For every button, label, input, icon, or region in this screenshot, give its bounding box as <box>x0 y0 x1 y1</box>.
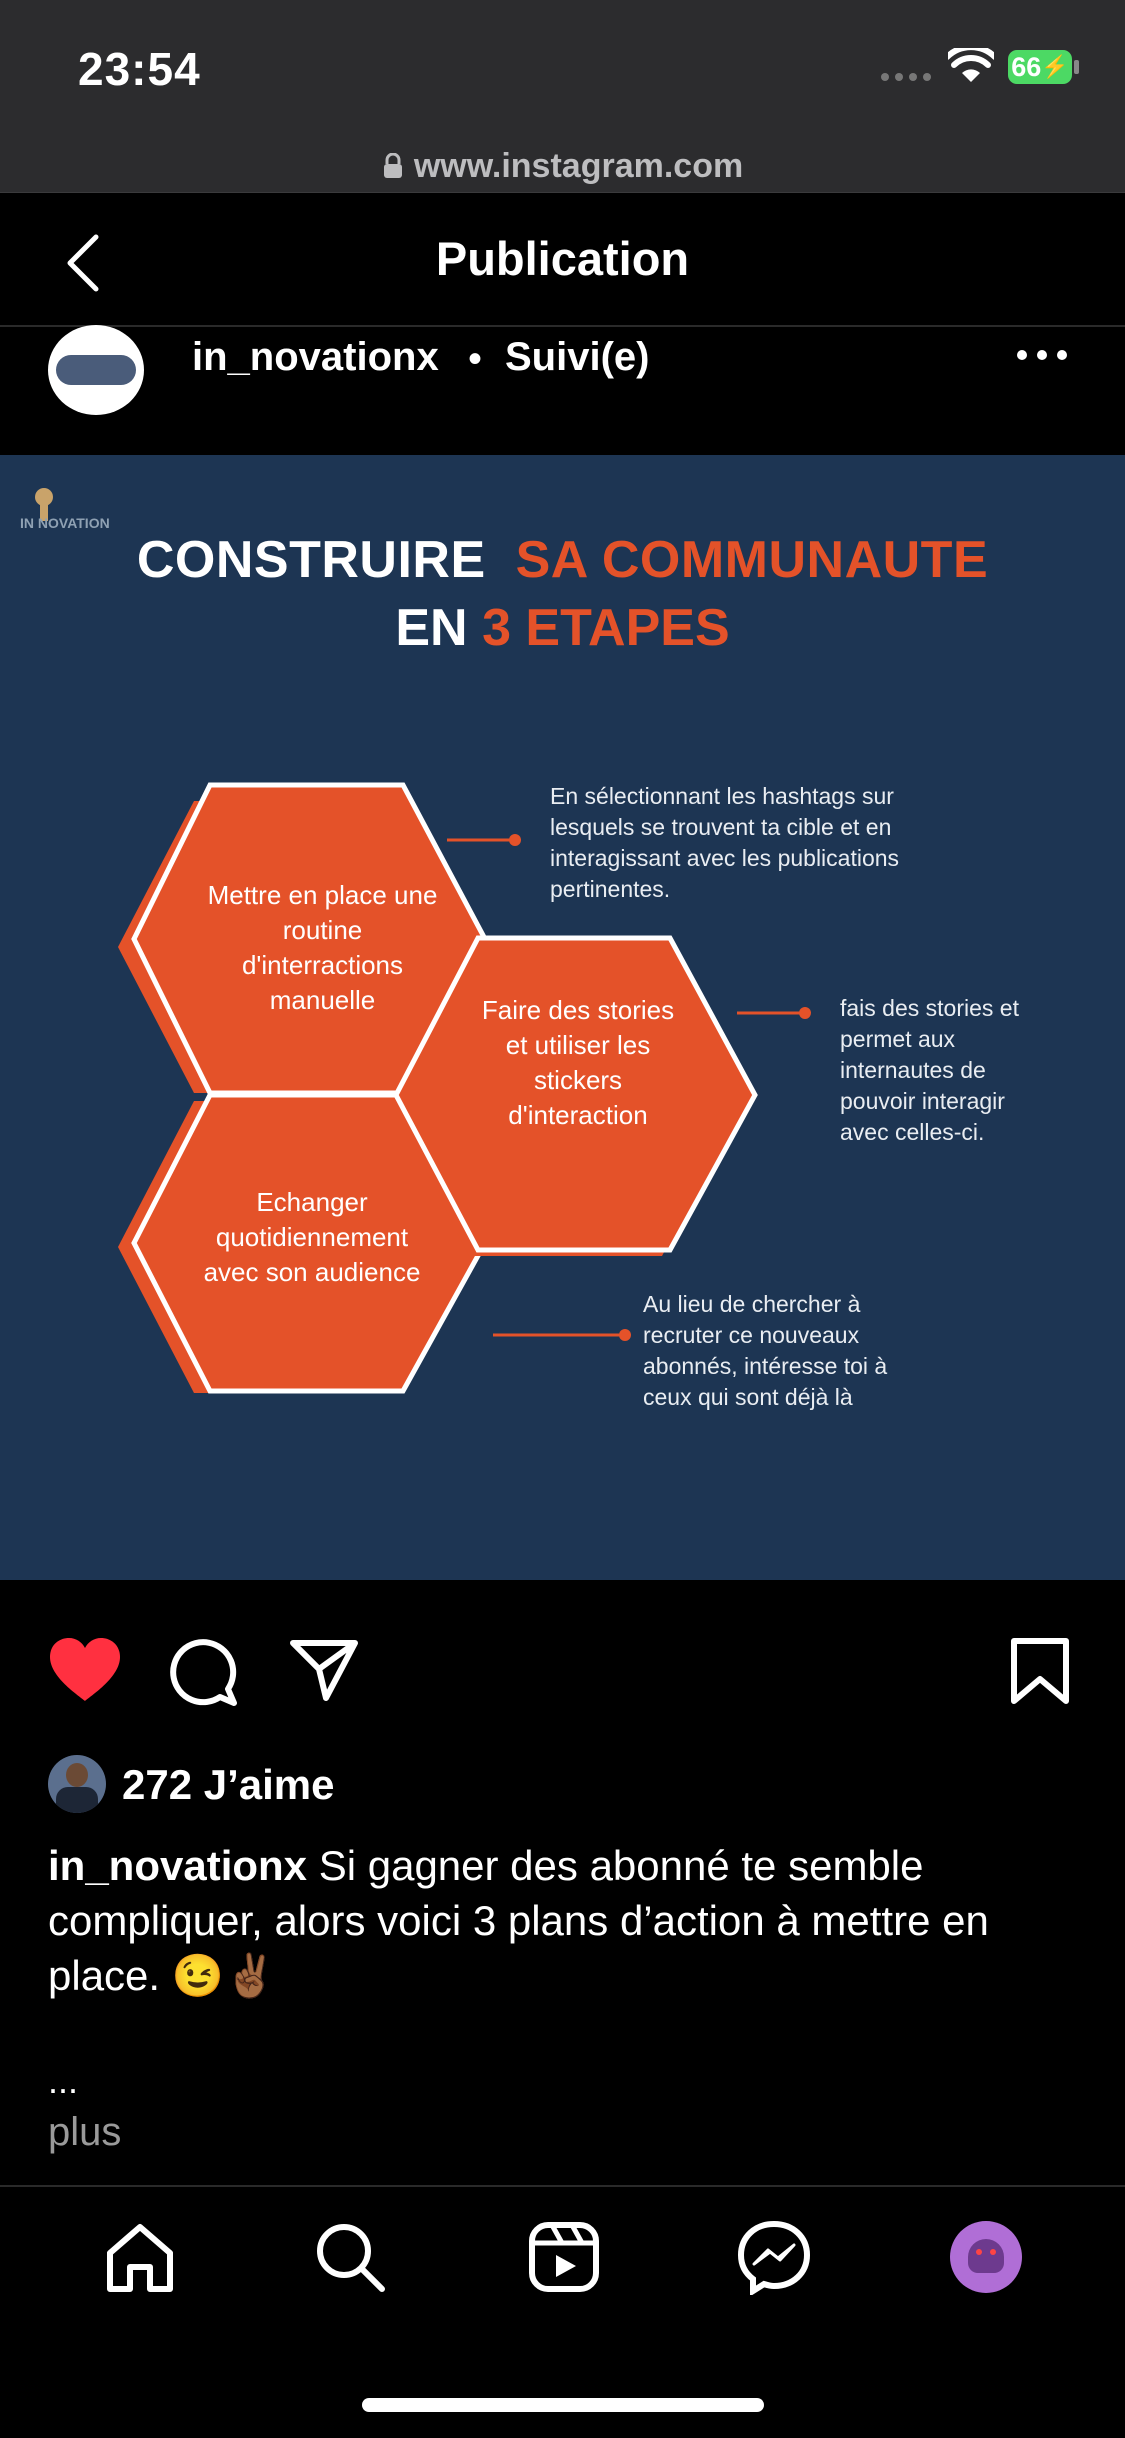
step-1-description: En sélectionnant les hashtags sur lesquels se trouvent ta cible et en interagissant avec les publications pertinentes. <box>550 783 900 902</box>
author-username[interactable]: in_novationx <box>192 335 439 379</box>
connector-dot-2 <box>799 1007 811 1019</box>
author-avatar[interactable] <box>48 325 144 415</box>
home-icon[interactable] <box>102 2219 178 2295</box>
caption-username[interactable]: in_novationx <box>48 1842 308 1889</box>
caption-more-link[interactable]: plus <box>48 2110 122 2154</box>
post-image[interactable] <box>0 455 1125 1580</box>
likes-count: 272 J’aime <box>122 1761 335 1808</box>
caption-ellipsis: ... <box>48 2060 79 2101</box>
battery-level: 66 <box>1011 51 1042 82</box>
liker-avatar <box>48 1755 106 1813</box>
brand-logo-text: IN NOVATION <box>20 515 110 531</box>
status-time: 23:54 <box>78 43 201 95</box>
follow-status[interactable]: Suivi(e) <box>505 335 650 379</box>
connector-dot-1 <box>509 834 521 846</box>
step-2-description: fais des stories et permet aux internautes de pouvoir interagir avec celles-ci. <box>840 995 1019 1145</box>
battery-icon: 66 ⚡ <box>1008 50 1072 84</box>
caption-text: Si gagner des abonné te semble compliquer, alors voici 3 plans d’action à mettre en place. <box>48 1842 989 1999</box>
comment-icon[interactable] <box>168 1637 238 1707</box>
step-3-label: Echanger quotidiennement avec son audience <box>203 1187 421 1287</box>
caption-emojis: 😉✌🏾 <box>171 1952 277 1999</box>
separator-dot: • <box>468 337 483 381</box>
messenger-icon[interactable] <box>736 2219 812 2295</box>
more-options-icon[interactable] <box>1012 343 1072 367</box>
step-2-label: Faire des stories et utiliser les stickers d'interaction <box>481 995 675 1130</box>
likes-row[interactable] <box>0 1755 1125 1815</box>
headline-line-1: CONSTRUIRE SA COMMUNAUTE <box>136 531 989 589</box>
headline-line-2: EN 3 ETAPES <box>395 599 730 657</box>
connector-dot-3 <box>619 1329 631 1341</box>
signal-icon <box>880 70 935 84</box>
step-3-description: Au lieu de chercher à recruter ce nouveaux abonnés, intéresse toi à ceux qui sont déjà là <box>643 1291 888 1410</box>
url-text: www.instagram.com <box>413 146 744 185</box>
status-bar <box>0 0 1125 140</box>
wifi-icon <box>948 48 994 84</box>
bookmark-icon[interactable] <box>1010 1637 1070 1705</box>
reels-icon[interactable] <box>526 2219 602 2295</box>
home-indicator <box>362 2398 764 2412</box>
post-author-row <box>0 325 1125 455</box>
heart-icon[interactable] <box>48 1637 122 1703</box>
page-title: Publication <box>435 232 690 285</box>
post-caption <box>48 1838 1078 2003</box>
nav-header <box>0 193 1125 327</box>
share-icon[interactable] <box>290 1639 358 1701</box>
post-actions <box>0 1625 1125 1715</box>
profile-avatar[interactable] <box>950 2221 1022 2293</box>
step-1-label: Mettre en place une routine d'interractions manuelle <box>207 880 438 1015</box>
url-bar[interactable] <box>0 140 1125 193</box>
lock-icon <box>382 153 404 179</box>
search-icon[interactable] <box>312 2219 388 2295</box>
